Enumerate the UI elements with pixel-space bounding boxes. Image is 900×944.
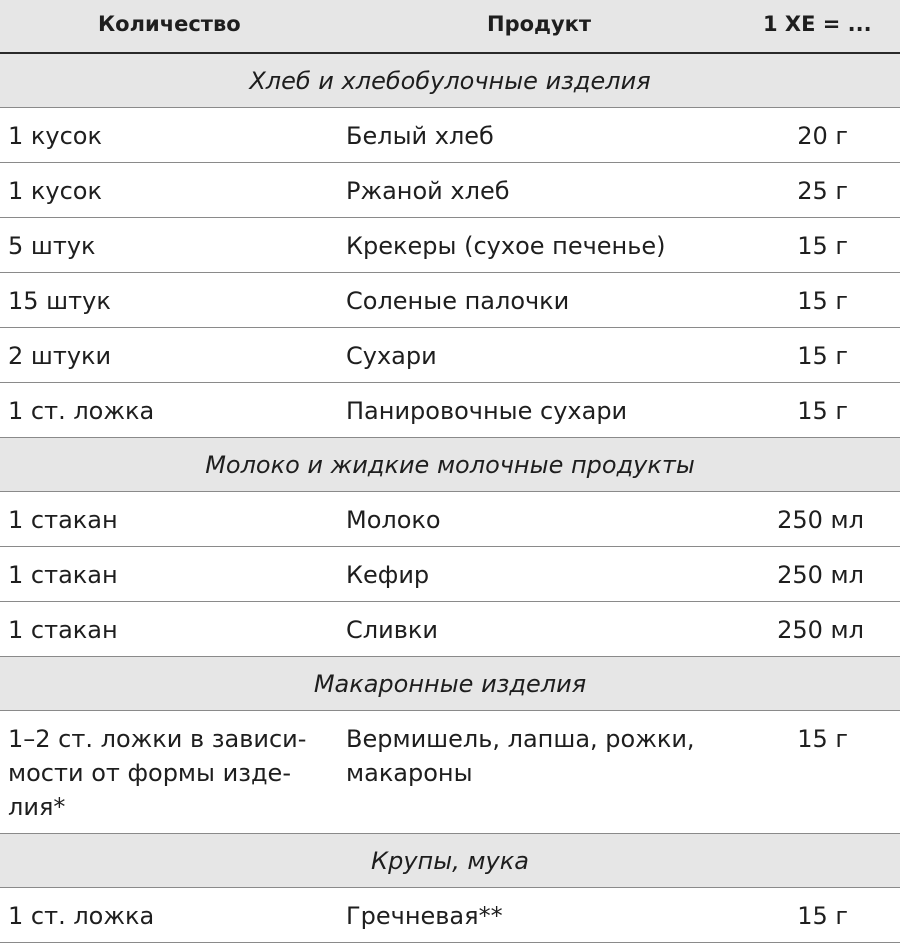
xe-cell: 15 г (797, 232, 848, 260)
product-cell: Ржаной хлеб (346, 177, 510, 205)
table-row (0, 602, 900, 657)
xe-cell: 15 г (797, 902, 848, 930)
table-row (0, 492, 900, 547)
quantity-cell: 1–2 ст. ложки в зависи- мости от формы изде- лия* (8, 725, 307, 821)
header-product: Продукт (487, 12, 592, 36)
xe-cell: 15 г (797, 342, 848, 370)
section-title-pasta: Макаронные изделия (0, 657, 900, 711)
quantity-cell: 1 ст. ложка (8, 397, 155, 425)
xe-cell: 15 г (797, 287, 848, 315)
product-cell: Молоко (346, 506, 441, 534)
xe-cell: 250 мл (777, 616, 864, 644)
table-row (0, 328, 900, 383)
quantity-cell: 1 стакан (8, 506, 118, 534)
table-row (0, 888, 900, 943)
product-cell: Кефир (346, 561, 430, 589)
xe-cell: 15 г (797, 397, 848, 425)
quantity-cell: 15 штук (8, 287, 111, 315)
quantity-cell: 1 кусок (8, 177, 102, 205)
xe-cell: 15 г (797, 725, 848, 753)
section-title-bread: Хлеб и хлебобулочные изделия (0, 54, 900, 108)
header-quantity: Количество (98, 12, 241, 36)
xe-cell: 25 г (797, 177, 848, 205)
xe-cell: 20 г (797, 122, 848, 150)
product-cell: Крекеры (сухое печенье) (346, 232, 666, 260)
quantity-cell: 5 штук (8, 232, 96, 260)
product-cell: Белый хлеб (346, 122, 494, 150)
table-header (0, 0, 900, 54)
product-cell: Панировочные сухари (346, 397, 628, 425)
xe-cell: 250 мл (777, 506, 864, 534)
table-row (0, 273, 900, 328)
section-title-milk: Молоко и жидкие молочные продукты (0, 438, 900, 492)
quantity-cell: 1 кусок (8, 122, 102, 150)
header-xe: 1 ХЕ = ... (763, 12, 872, 36)
table-row (0, 218, 900, 273)
product-cell: Соленые палочки (346, 287, 570, 315)
table-row (0, 383, 900, 438)
table-row (0, 711, 900, 834)
quantity-cell: 2 штуки (8, 342, 112, 370)
quantity-cell: 1 стакан (8, 616, 118, 644)
product-cell: Сухари (346, 342, 437, 370)
section-title-grains: Крупы, мука (0, 834, 900, 888)
table-row (0, 108, 900, 163)
quantity-cell: 1 стакан (8, 561, 118, 589)
product-cell: Гречневая** (346, 902, 503, 930)
product-cell: Вермишель, лапша, рожки, макароны (346, 725, 695, 787)
quantity-cell: 1 ст. ложка (8, 902, 155, 930)
xe-cell: 250 мл (777, 561, 864, 589)
product-cell: Сливки (346, 616, 438, 644)
table-row (0, 163, 900, 218)
table-row (0, 547, 900, 602)
